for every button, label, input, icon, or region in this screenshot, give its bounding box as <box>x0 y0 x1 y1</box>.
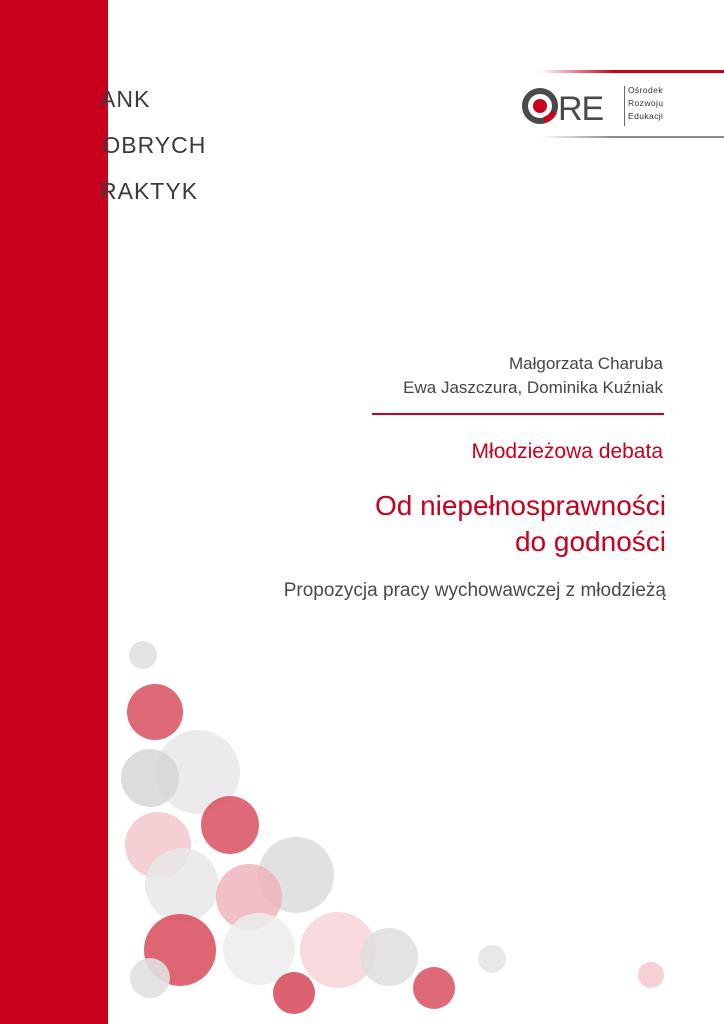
logo-bottom-rule <box>540 136 724 138</box>
series-mark-line-bank <box>72 70 206 116</box>
title-line: do godności <box>514 526 666 557</box>
author-line: Małgorzata Charuba <box>508 354 663 373</box>
authors <box>403 352 663 400</box>
debate-label: Młodzieżowa debata <box>471 440 663 463</box>
publisher-name-line: Edukacji <box>628 111 664 121</box>
series-mark-word: ANK <box>100 86 151 112</box>
series-mark-bdp <box>72 70 206 208</box>
main-title <box>375 488 666 560</box>
publisher-logo-ore <box>520 70 724 142</box>
svg-text:RE: RE <box>558 90 604 128</box>
series-mark-letter: D <box>72 115 103 162</box>
ore-logo-icon <box>520 82 620 130</box>
subtitle: Propozycja pracy wychowawczej z młodzieżą <box>283 580 666 601</box>
series-mark-letter: B <box>72 69 101 116</box>
series-mark-letter: P <box>72 161 101 208</box>
title-line: Od niepełnosprawności <box>374 490 666 521</box>
logo-divider <box>624 86 625 126</box>
publisher-name-line: Ośrodek <box>628 85 663 95</box>
series-mark-word: RAKTYK <box>100 178 199 204</box>
authors-divider <box>372 413 664 415</box>
series-mark-line-praktyk <box>72 162 206 208</box>
series-mark-line-dobrych <box>72 116 206 162</box>
series-mark-word: OBRYCH <box>102 132 207 158</box>
publisher-name <box>628 84 663 123</box>
author-line: Ewa Jaszczura, Dominika Kuźniak <box>403 378 663 397</box>
logo-top-rule <box>540 70 724 73</box>
publisher-name-line: Rozwoju <box>628 98 664 108</box>
